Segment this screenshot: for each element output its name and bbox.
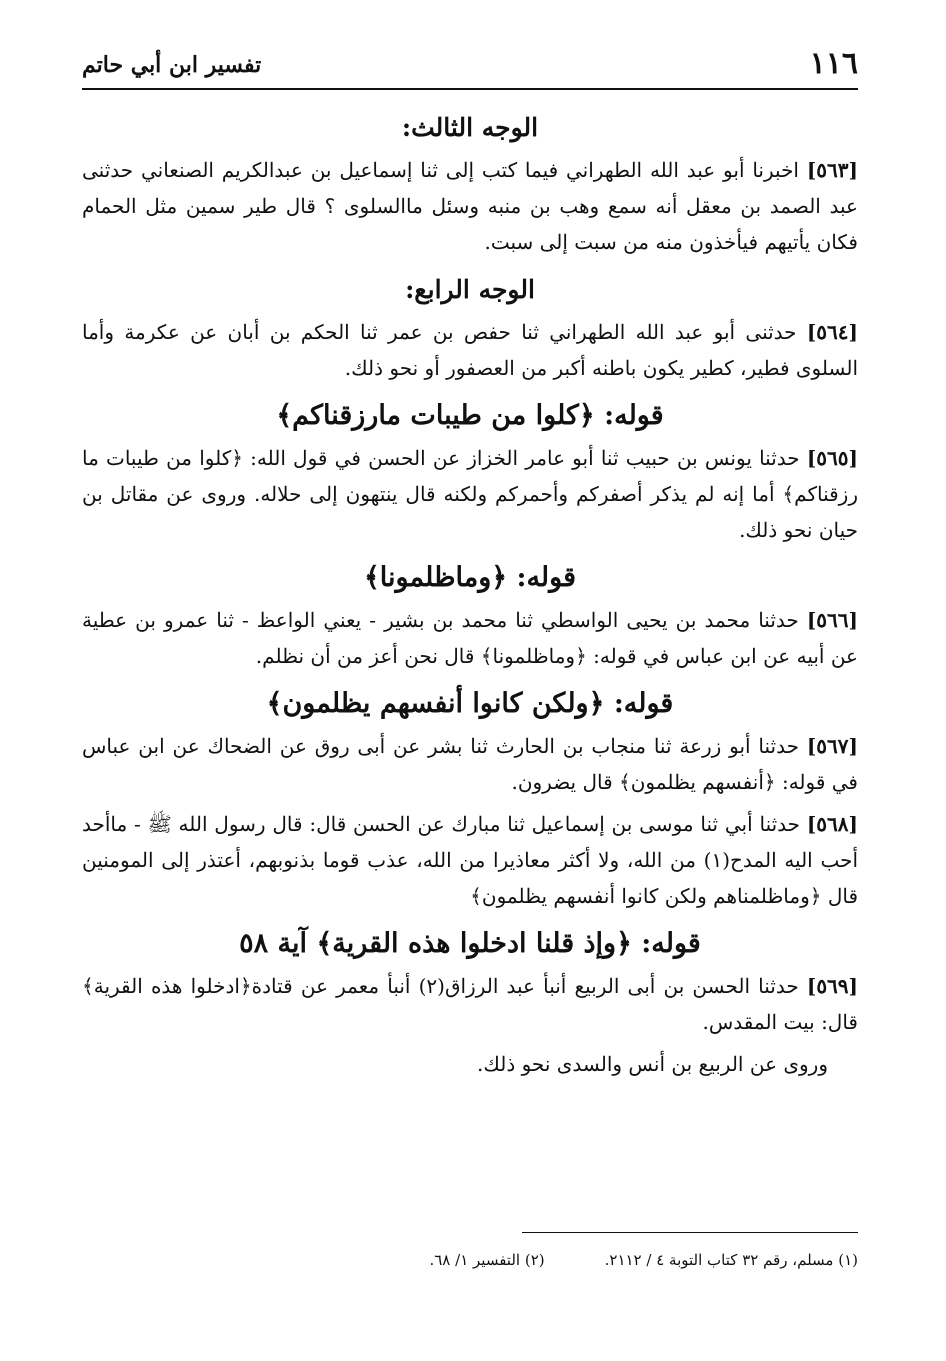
narration-number: [٥٦٥]	[806, 446, 858, 470]
footnote-divider	[522, 1232, 858, 1233]
narration-text: اخبرنا أبو عبد الله الطهراني فيما كتب إلى ثنا إسماعيل بن عبدالكريم الصنعاني حدثنى عبد الصمد بن معقل أنه سمع وهب بن منبه وسئل ماالسلوى ؟ قال طير سمين مثل الحمام فكان يأتيهم فيأخذون منه من سبت إلى سبت.	[82, 158, 858, 254]
narration-number: [٥٦٤]	[806, 320, 858, 344]
page-number: ١١٦	[809, 46, 858, 81]
section-heading-fourth-aspect: الوجه الرابع:	[405, 275, 535, 304]
running-title: تفسير ابن أبي حاتم	[82, 52, 262, 78]
narration-568	[82, 806, 858, 914]
verse-heading-enter-this-town: قوله: ﴿وإذ قلنا ادخلوا هذه القرية﴾ آية ٥٨	[239, 928, 701, 959]
narration-569	[82, 968, 858, 1040]
footnote-2: (٢) التفسير ١/ ٦٨.	[429, 1251, 545, 1269]
narration-text: حدثنا أبو زرعة ثنا منجاب بن الحارث ثنا بشر عن أبى روق عن الضحاك عن ابن عباس في قوله: ﴿أنفسهم يظلمون﴾ قال يضرون.	[82, 734, 858, 794]
narration-text: حدثنا محمد بن يحيى الواسطي ثنا محمد بن بشير - يعني الواعظ - ثنا عمرو بن عطية عن أبيه عن ابن عباس في قوله: ﴿وماظلمونا﴾ قال نحن أعز من أن نظلم.	[82, 608, 858, 668]
verse-heading-wronged-themselves: قوله: ﴿ولكن كانوا أنفسهم يظلمون﴾	[266, 688, 674, 719]
narration-563	[82, 152, 858, 260]
narration-number: [٥٦٨]	[806, 812, 858, 836]
book-page	[82, 40, 858, 1088]
narration-number: [٥٦٦]	[806, 608, 858, 632]
narration-number: [٥٦٣]	[806, 158, 858, 182]
narration-text: حدثنى أبو عبد الله الطهراني ثنا حفص بن عمر ثنا الحكم بن أبان عن عكرمة وأما السلوى فطير، كطير يكون باطنه أكبر من العصفور أو نحو ذلك.	[82, 320, 858, 380]
narration-text: حدثنا الحسن بن أبى الربيع أنبأ عبد الرزاق(٢) أنبأ معمر عن قتادة﴿ادخلوا هذه القرية﴾ قال: بيت المقدس.	[82, 974, 858, 1034]
narration-564	[82, 314, 858, 386]
closing-note: وروى عن الربيع بن أنس والسدى نحو ذلك.	[477, 1052, 828, 1076]
footnote-1: (١) مسلم، رقم ٣٢ كتاب التوبة ٤ / ٢١١٢.	[604, 1251, 858, 1269]
verse-heading-they-wronged-us-not: قوله: ﴿وماظلمونا﴾	[363, 562, 577, 593]
narration-number: [٥٦٩]	[806, 974, 859, 998]
narration-565	[82, 440, 858, 548]
narration-text: حدثنا يونس بن حبيب ثنا أبو عامر الخزاز عن الحسن في قول الله: ﴿كلوا من طيبات ما رزقناكم﴾ أما إنه لم يذكر أصفركم وأحمركم ولكنه قال ينتهون إلى حلاله. وروى عن مقاتل بن حيان نحو ذلك.	[82, 446, 858, 542]
page-body	[82, 90, 858, 1082]
footnote-row	[82, 1251, 858, 1269]
narration-number: [٥٦٧]	[806, 734, 858, 758]
narration-567	[82, 728, 858, 800]
section-heading-third-aspect: الوجه الثالث:	[401, 113, 539, 142]
narration-text: حدثنا أبي ثنا موسى بن إسماعيل ثنا مبارك عن الحسن قال: قال رسول الله ﷺ - ماأحد أحب اليه المدح(١) من الله، ولا أكثر معاذيرا من الله، عذب قوما بذنوبهم، أعتذر إلى المومنين قال ﴿وماظلمناهم ولكن كانوا أنفسهم يظلمون﴾	[82, 812, 858, 908]
page-header	[82, 40, 858, 90]
verse-heading-eat-good-things: قوله: ﴿كلوا من طيبات مارزقناكم﴾	[276, 400, 664, 431]
narration-566	[82, 602, 858, 674]
footnotes	[82, 1232, 858, 1269]
